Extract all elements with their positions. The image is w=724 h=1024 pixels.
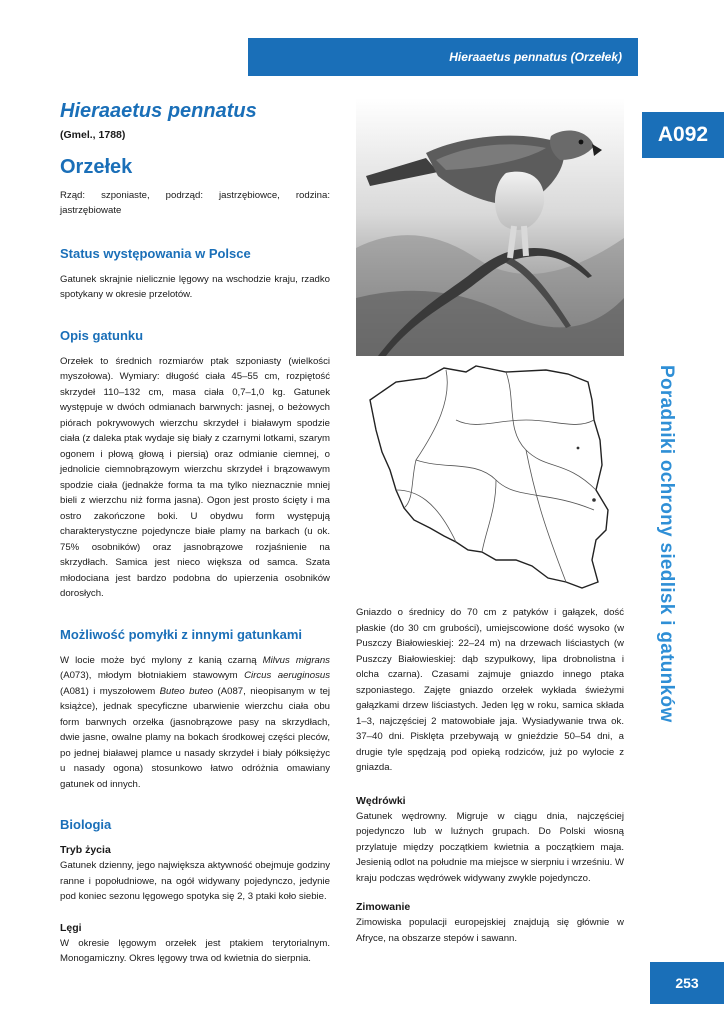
page-number-box <box>650 962 724 1004</box>
description-heading: Opis gatunku <box>60 327 144 343</box>
bird-photo <box>356 98 624 356</box>
nest-text: Gniazdo o średnicy do 70 cm z patyków i gałązek, dość płaskie (do 30 cm grubości), umiejscowione dość wysoko (w Puszczy Białowieskiej: 22–24 m) na drzewach liściastych (w Puszczy Białowieskiej: dąb szypułkowy, lipa drobnolistna i olcha czarna). Czasami zajmuje gniazdo innego ptaka szponiastego. Zajęte gniazdo orzełek wykłada świeżymi gałązkami drzew liściastych. Jeden lęg w roku, samica składa 1–3, najczęściej 2 matowobiałe jaja. Wysiadywanie trwa ok. 37–40 dni. Pisklęta przebywają w gnieździe 50–54 dni, a drugie tyle spędzają pod opieką rodziców, już po wylocie z gniazda. <box>356 607 624 773</box>
migration-heading: Wędrówki <box>356 794 406 807</box>
confusion-text-d: (A087, nieopisanym w tej książce), jednak specyficzne ubarwienie wierzchu ciała obu form barwnych orzełka (jasnobrązowe pasy na skrzydłach, dwie jasne, owalne plamy na bokach środkowej części pleców, po jednej białawej plamce u nasady skrzydeł i biały półksiężyc u nasady ogona) stosunkowo łatwo odróżnia omawiany gatunek od innych. <box>60 685 330 790</box>
wintering-text: Zimowiska populacji europejskiej znajdują się głównie w Afryce, na obszarze stepów i sawann. <box>356 917 624 944</box>
running-header-title: Hieraaetus pennatus (Orzełek) <box>449 50 622 64</box>
right-column <box>356 605 624 946</box>
confusion-text-c: (A081) i myszołowem <box>60 685 160 697</box>
wintering-heading: Zimowanie <box>356 901 411 913</box>
taxonomy-text: Rząd: szponiaste, podrząd: jastrzębiowce, rodzina: jastrzębiowate <box>60 189 330 216</box>
occurrence-dot <box>577 447 580 450</box>
occurrence-dot <box>592 498 596 502</box>
species-latin-name: Hieraaetus pennatus <box>60 100 257 122</box>
status-heading: Status występowania w Polsce <box>60 245 251 261</box>
species-buteo: Buteo buteo <box>159 685 214 697</box>
activity-text: Gatunek dzienny, jego największa aktywność obejmuje godziny ranne i popołudniowe, na ogół widywany pojedynczo, jedynie pod koniec sezonu lęgowego spotyka się 2, 3 ptaki koło siebie. <box>60 860 330 902</box>
series-side-title: Poradniki ochrony siedlisk i gatunków <box>656 365 677 723</box>
biology-heading: Biologia <box>60 817 112 832</box>
species-circus: Circus aeruginosus <box>244 670 330 681</box>
species-code-tab <box>642 112 724 158</box>
breeding-text: W okresie lęgowym orzełek jest ptakiem terytorialnym. Monogamiczny. Okres lęgowy trwa od kwietnia do sierpnia. <box>60 937 330 964</box>
left-column <box>60 98 330 967</box>
migration-text: Gatunek wędrowny. Migruje w ciągu dnia, najczęściej pojedynczo lub w luźnych grupach. Do Polski wiosną przylatuje między początkiem kwietnia a początkiem maja. Jesienią odlot na południe ma miejsce w sierpniu i wrześniu. W kraju podczas wędrówek widywany zwykle pojedynczo. <box>356 810 624 884</box>
species-milvus: Milvus migrans <box>262 654 330 666</box>
confusion-text-b: (A073), młodym błotniakiem stawowym <box>60 670 245 681</box>
country-outline <box>370 366 608 588</box>
distribution-map <box>356 360 624 595</box>
species-code: A092 <box>657 123 709 146</box>
breeding-heading: Lęgi <box>60 921 82 934</box>
confusion-text-a: W locie może być mylony z kanią czarną <box>60 654 263 666</box>
status-text: Gatunek skrajnie nielicznie lęgowy na wschodzie kraju, rzadko spotykany w okresie przelotów. <box>60 273 330 300</box>
confusion-text <box>60 653 330 793</box>
species-author: (Gmel., 1788) <box>60 129 126 141</box>
bird-eye <box>579 140 584 145</box>
confusion-heading: Możliwość pomyłki z innymi gatunkami <box>60 626 302 642</box>
running-header <box>248 38 638 76</box>
description-text: Orzełek to średnich rozmiarów ptak szponiasty (wielkości myszołowa). Wymiary: długość ciała 45–55 cm, rozpiętość skrzydeł 110–132 cm, masa ciała 0,7–1,0 kg. Gatunek występuje w dwóch odmianach barwnych: jasnej, o beżowych piórach pokrywowych wierzchu skrzydeł i białawym spodzie ciała (z daleka ptak wydaje się biały z czarnymi lotkami, szarym ogonem i płową głową i piersią) oraz odmianie ciemnej, o jednolicie ciemnobrązowym wierzchu skrzydeł i brązowawym spodzie ciała (jednakże forma ta ma tylko nieznacznie mniej bieli z wierzchu niż forma jasna). Ogon jest prosto ścięty i ma ostro zakończone boki. U obydwu form występują charakterystyczne pojedyncze białe plamy na barkach (u ok. 75% osobników) oraz jasnobrązowe rozjaśnienie na skrzydłach. Samica jest nieco większa od samca. Szata młodociana jest bardzo podobna do upierzenia osobników dorosłych. <box>60 355 330 599</box>
page-number: 253 <box>675 975 699 991</box>
activity-heading: Tryb życia <box>60 844 111 856</box>
species-common-name: Orzełek <box>60 155 133 178</box>
